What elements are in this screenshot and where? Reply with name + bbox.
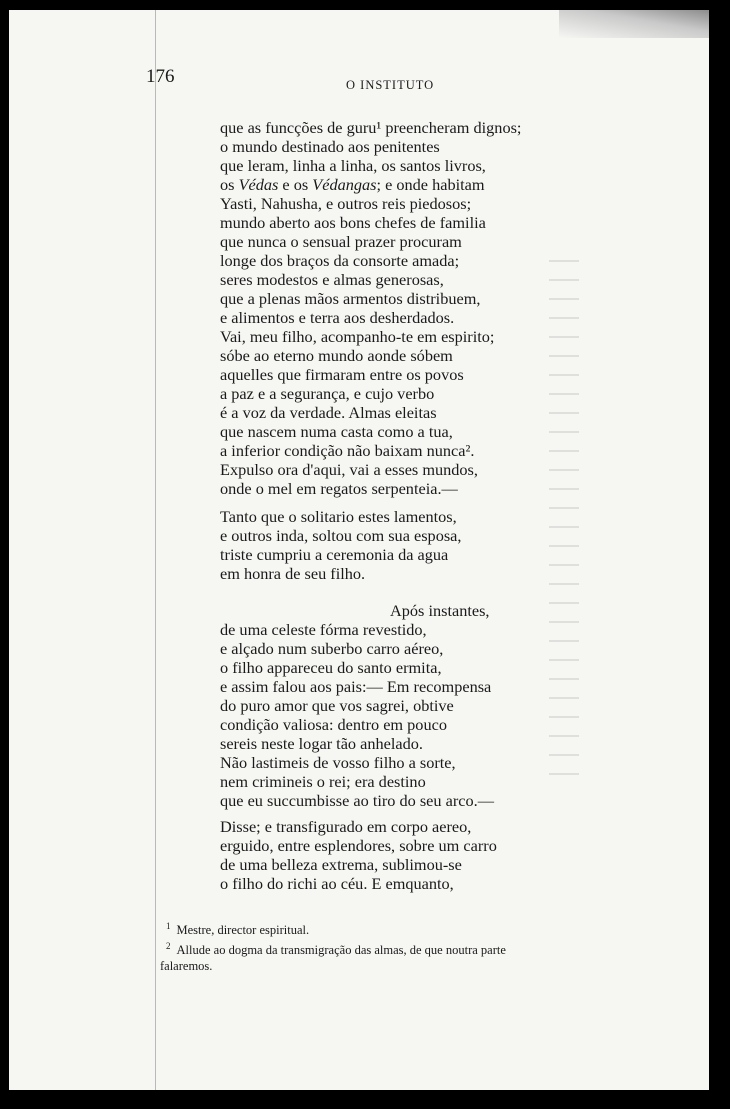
stanza-2 xyxy=(220,507,461,583)
verse-line: onde o mel em regatos serpenteia.— xyxy=(220,479,458,498)
verse-line: triste cumpriu a ceremonia da agua xyxy=(220,545,449,564)
footnote-text: Allude ao dogma da transmigração das almas, de que noutra parte xyxy=(176,943,506,958)
verse-line: Tanto que o solitario estes lamentos, xyxy=(220,507,457,526)
verse-line: o mundo destinado aos penitentes xyxy=(220,137,440,156)
stanza-1 xyxy=(220,118,521,498)
verse-line: o filho do richi ao céu. E emquanto, xyxy=(220,874,454,893)
page-number: 176 xyxy=(146,66,175,87)
scan-smudge xyxy=(559,10,709,38)
verse-line: os Védas e os Védangas; e onde habitam xyxy=(220,175,485,194)
verse-line: mundo aberto aos bons chefes de familia xyxy=(220,213,486,232)
footnote-mark: 2 xyxy=(166,941,171,952)
verse-line: seres modestos e almas generosas, xyxy=(220,270,444,289)
footnote-continuation: falaremos. xyxy=(160,959,213,974)
verse-line: Expulso ora d'aqui, vai a esses mundos, xyxy=(220,460,478,479)
footnote-mark: 1 xyxy=(166,921,171,931)
verse-line: que nascem numa casta como a tua, xyxy=(220,422,453,441)
verse-line: longe dos braços da consorte amada; xyxy=(220,251,460,270)
verse-line: Disse; e transfigurado em corpo aereo, xyxy=(220,817,472,836)
verse-line: de uma belleza extrema, sublimou-se xyxy=(220,855,462,874)
footnotes xyxy=(160,918,680,974)
verse-line: a paz e a segurança, e cujo verbo xyxy=(220,384,435,403)
verse-line: e alçado num suberbo carro aéreo, xyxy=(220,639,444,658)
verse-line: que nunca o sensual prazer procuram xyxy=(220,232,462,251)
verse-line: aquelles que firmaram entre os povos xyxy=(220,365,464,384)
verse-line: e assim falou aos pais:— Em recompensa xyxy=(220,677,492,696)
bleed-through xyxy=(549,260,579,780)
verse-line: que as funcções de guru¹ preencheram dignos; xyxy=(220,118,522,137)
running-head: O INSTITUTO xyxy=(346,78,435,92)
verse-line: condição valiosa: dentro em pouco xyxy=(220,715,447,734)
verse-line: do puro amor que vos sagrei, obtive xyxy=(220,696,454,715)
verse-line: Vai, meu filho, acompanho-te em espirito; xyxy=(220,327,495,346)
scan-border-right xyxy=(710,0,730,1109)
verse-line: sóbe ao eterno mundo aonde sóbem xyxy=(220,346,453,365)
footnote xyxy=(160,938,680,958)
stanza-3 xyxy=(220,601,494,810)
verse-line: de uma celeste fórma revestido, xyxy=(220,620,427,639)
verse-line: que leram, linha a linha, os santos livros, xyxy=(220,156,486,175)
verse-line: que eu succumbisse ao tiro do seu arco.— xyxy=(220,791,494,810)
verse-line: e alimentos e terra aos desherdados. xyxy=(220,308,455,327)
footnote xyxy=(160,918,680,938)
verse-line: a inferior condição não baixam nunca². xyxy=(220,441,475,460)
verse-line: sereis neste logar tão anhelado. xyxy=(220,734,423,753)
italic-term: Védas xyxy=(238,175,279,194)
verse-line: é a voz da verdade. Almas eleitas xyxy=(220,403,437,422)
scan-border-bottom xyxy=(0,1091,730,1109)
verse-line: Após instantes, xyxy=(390,601,490,620)
verse-line: Não lastimeis de vosso filho a sorte, xyxy=(220,753,456,772)
verse-line: que a plenas mãos armentos distribuem, xyxy=(220,289,481,308)
verse-line: e outros inda, soltou com sua esposa, xyxy=(220,526,462,545)
italic-term: Védangas xyxy=(312,175,377,194)
stanza-4 xyxy=(220,817,497,893)
verse-line: Yasti, Nahusha, e outros reis piedosos; xyxy=(220,194,472,213)
verse-line: em honra de seu filho. xyxy=(220,564,366,583)
verse-line: o filho appareceu do santo ermita, xyxy=(220,658,442,677)
footnote-text: Mestre, director espiritual. xyxy=(176,923,310,938)
verse-line: nem crimineis o rei; era destino xyxy=(220,772,426,791)
gutter-line xyxy=(155,10,156,1090)
verse-line: erguido, entre esplendores, sobre um carro xyxy=(220,836,497,855)
